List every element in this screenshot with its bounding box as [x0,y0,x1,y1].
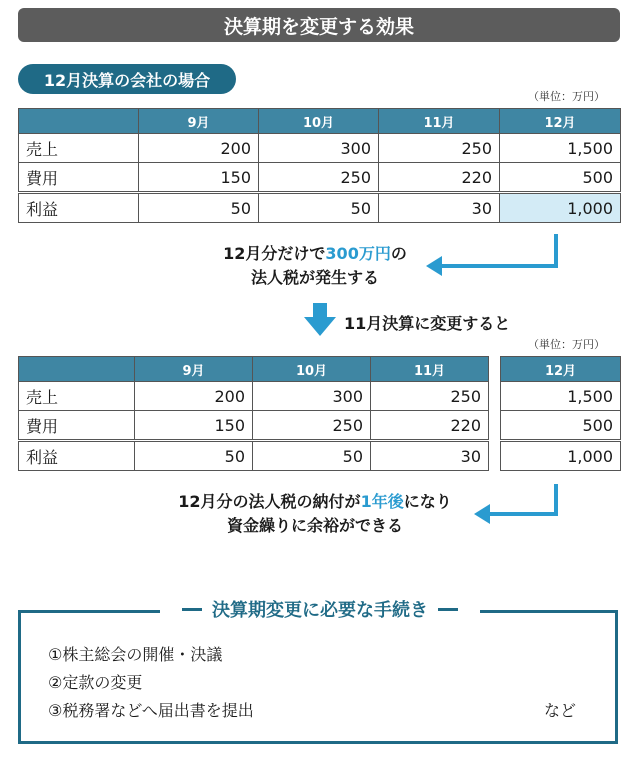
row-label: 費用 [19,411,135,441]
callout-1-pre: 12月分だけで [223,244,326,263]
procedure-step-2: ②定款の変更 [48,673,143,692]
cell-value: 500 [501,411,621,441]
down-arrow-icon [304,303,336,336]
page-title: 決算期を変更する効果 [18,8,620,42]
cell-value: 1,500 [501,382,621,411]
callout-1-accent: 300万円 [325,244,391,263]
unit-label-2: （単位：万円） [528,338,605,351]
title-dash-right [438,608,458,611]
callout-2-accent: 1年後 [360,492,404,511]
table-header-row [19,357,489,382]
procedure-step-1: ①株主総会の開催・決議 [48,645,223,664]
cell-value: 30 [371,441,489,471]
table-row [501,382,621,411]
procedure-step-3: ③税務署などへ届出書を提出 [48,701,254,720]
cell-value: 150 [135,411,253,441]
unit-label-1: （単位：万円） [528,90,605,103]
header-oct: 10月 [259,109,379,134]
callout-2-post: になり [403,492,452,511]
callout-2-pre: 12月分の法人税の納付が [178,492,361,511]
cell-value: 250 [371,382,489,411]
arrow-2 [488,484,556,514]
table-header-row [501,357,621,382]
callout-tax-burden [200,242,430,290]
transition-label: 11月決算に変更すると [344,314,511,333]
row-label: 売上 [19,382,135,411]
table-row [501,411,621,441]
cell-value: 200 [135,382,253,411]
header-oct: 10月 [253,357,371,382]
cell-value: 50 [135,441,253,471]
cell-value: 150 [139,163,259,193]
highlighted-profit-cell: 1,000 [500,193,621,223]
header-sep: 9月 [139,109,259,134]
procedures-suffix: など [544,701,577,720]
header-nov: 11月 [379,109,500,134]
table-row [501,441,621,471]
cell-value: 220 [371,411,489,441]
header-blank [19,357,135,382]
procedures-title [160,594,480,624]
table-row [19,411,489,441]
table-row [19,382,489,411]
row-label: 費用 [19,163,139,193]
cell-value: 300 [259,134,379,163]
callout-1-line2: 法人税が発生する [250,268,379,287]
header-dec: 12月 [501,357,621,382]
cell-value: 1,500 [500,134,621,163]
procedures-title-text: 決算期変更に必要な手続き [212,600,428,621]
row-label: 利益 [19,441,135,471]
table-after-december [500,356,621,471]
callout-1-line1 [200,242,430,266]
arrow-1 [440,234,556,266]
table-row [19,441,489,471]
scenario-label: 12月決算の会社の場合 [18,64,236,94]
cell-value: 250 [379,134,500,163]
row-label: 利益 [19,193,139,223]
cell-value: 250 [259,163,379,193]
cell-value: 250 [253,411,371,441]
title-dash-left [182,608,202,611]
callout-payment-delay [150,490,480,538]
cell-value: 30 [379,193,500,223]
header-sep: 9月 [135,357,253,382]
header-nov: 11月 [371,357,489,382]
cell-value: 50 [139,193,259,223]
cell-value: 220 [379,163,500,193]
callout-2-line1 [150,490,480,514]
cell-value: 1,000 [501,441,621,471]
table-after-main [18,356,489,471]
cell-value: 500 [500,163,621,193]
cell-value: 300 [253,382,371,411]
header-dec: 12月 [500,109,621,134]
cell-value: 200 [139,134,259,163]
callout-1-post: の [390,244,407,263]
cell-value: 50 [259,193,379,223]
callout-2-line2: 資金繰りに余裕ができる [226,516,403,535]
cell-value: 50 [253,441,371,471]
row-label: 売上 [19,134,139,163]
